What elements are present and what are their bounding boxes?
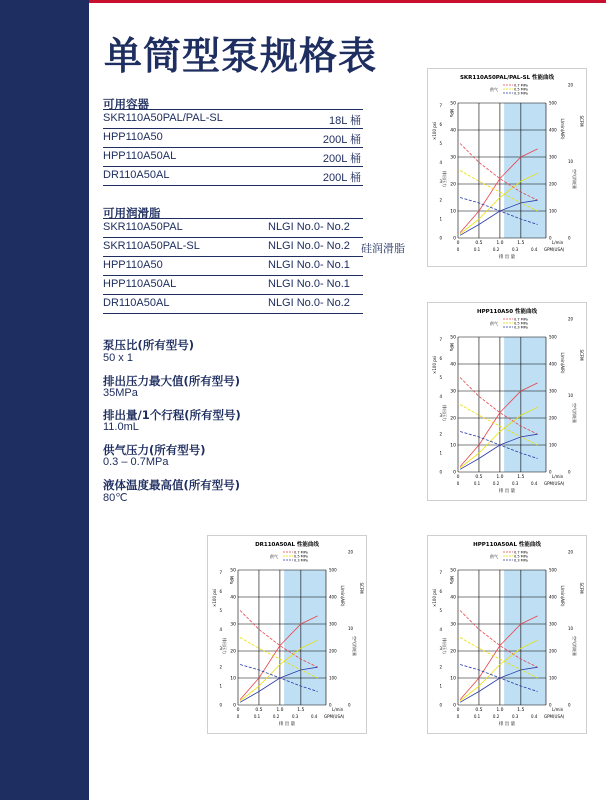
y-tick-label: 0 <box>233 703 236 709</box>
spec-label: 液体温度最高值(所有型号) <box>103 478 241 492</box>
gpm-unit-label: GPM(USA) <box>544 247 565 252</box>
y-tick-label: 40 <box>450 362 456 368</box>
scfm-unit-label: SCFM <box>579 582 584 594</box>
spec-value: 35MPa <box>103 387 138 399</box>
psi-tick-label: 5 <box>439 608 442 613</box>
gpm-unit-label: GPM(USA) <box>324 714 345 719</box>
y-tick-label: 40 <box>450 595 456 601</box>
x-unit-label: L/min <box>332 707 344 712</box>
chart-title: HPP110A50 性能曲线 <box>477 309 537 315</box>
legend-title: 供气 <box>490 87 498 92</box>
psi-tick-label: 4 <box>439 393 442 399</box>
gpm-tick-label: 0.3 <box>291 714 299 719</box>
air-tick-label: 0 <box>549 702 552 708</box>
mpa-unit-label: MPa <box>449 575 454 585</box>
lubricant-model: SKR110A50PAL <box>103 221 183 233</box>
y-axis-label: 排出压力 <box>222 638 227 654</box>
psi-tick-label: 7 <box>219 570 222 576</box>
gpm-tick-label: 0.1 <box>473 714 481 719</box>
x-tick-label: 1.0 <box>496 241 504 246</box>
x-tick-label: 1.5 <box>517 475 525 480</box>
lubricants-heading: 可用润滑脂 <box>103 206 161 220</box>
y-tick-label: 10 <box>450 443 456 449</box>
gpm-tick-label: 0.4 <box>530 247 538 252</box>
performance-chart <box>428 69 586 266</box>
scfm-tick-label: 0 <box>568 702 571 708</box>
x-unit-label: L/min <box>552 707 564 712</box>
y-tick-label: 20 <box>230 649 236 655</box>
x-tick-label: 1.0 <box>276 708 284 713</box>
legend-title: 供气 <box>490 554 498 559</box>
container-size: 18L 桶 <box>328 115 361 127</box>
x-tick-label: 0.5 <box>475 708 483 713</box>
psi-tick-label: 7 <box>439 570 442 576</box>
performance-chart-card <box>207 535 367 734</box>
psi-tick-label: 1 <box>439 216 442 222</box>
air-tick-label: 500 <box>329 567 337 573</box>
scfm-tick-label: 20 <box>348 549 354 555</box>
psi-tick-label: 0 <box>439 469 442 475</box>
x-unit-label: L/min <box>552 474 564 479</box>
performance-chart-card <box>427 535 587 734</box>
legend-label: 0.7 MPa <box>514 83 528 88</box>
psi-tick-label: 0 <box>439 235 442 241</box>
y-tick-label: 20 <box>450 416 456 422</box>
gpm-tick-label: 0.2 <box>492 481 500 486</box>
chart-shaded-band <box>504 570 546 705</box>
air-tick-label: 400 <box>549 127 557 133</box>
psi-tick-label: 1 <box>439 450 442 456</box>
x-axis-label: 排 出 量 <box>498 255 516 260</box>
scfm-tick-label: 10 <box>348 626 354 632</box>
air-tick-label: 500 <box>549 567 557 573</box>
psi-tick-label: 4 <box>219 626 222 632</box>
table-row <box>103 129 363 148</box>
air-tick-label: 200 <box>549 415 557 421</box>
chart-title: HPP110A50AL 性能曲线 <box>473 542 541 548</box>
x-axis-label: 排 出 量 <box>498 722 516 727</box>
y-tick-label: 0 <box>453 470 456 476</box>
chart-shaded-band <box>504 337 546 472</box>
x-tick-label: 0 <box>456 241 460 246</box>
chart-shaded-band <box>504 103 546 238</box>
air-unit-label: L/min(AIR) <box>340 585 345 607</box>
container-size: 200L 桶 <box>322 153 361 165</box>
gpm-tick-label: 0.1 <box>473 481 481 486</box>
psi-tick-label: 6 <box>439 589 442 595</box>
y-tick-label: 40 <box>230 595 236 601</box>
spec-value: 80℃ <box>103 492 128 504</box>
lubricant-model: SKR110A50PAL-SL <box>103 240 200 252</box>
x-tick-label: 1.5 <box>517 241 525 246</box>
y-tick-label: 30 <box>230 622 236 628</box>
spec-label: 排出压力最大值(所有型号) <box>103 374 241 388</box>
performance-chart <box>428 536 586 733</box>
table-row <box>103 219 363 238</box>
gpm-unit-label: GPM(USA) <box>544 714 565 719</box>
scfm-unit-label: SCFM <box>359 582 364 594</box>
lubricant-grade: NLGI No.0- No.2 <box>268 297 350 309</box>
lubricant-grade: NLGI No.0- No.1 <box>268 259 350 271</box>
y-tick-label: 50 <box>230 568 236 574</box>
y-tick-label: 0 <box>453 236 456 242</box>
mpa-unit-label: MPa <box>229 575 234 585</box>
psi-tick-label: 2 <box>439 664 442 670</box>
gpm-tick-label: 0.3 <box>511 714 519 719</box>
x-tick-label: 0 <box>236 708 240 713</box>
x-tick-label: 1.0 <box>496 475 504 480</box>
air-unit-label: L/min(AIR) <box>560 118 565 140</box>
x-tick-label: 1.0 <box>496 708 504 713</box>
containers-heading: 可用容器 <box>103 97 149 111</box>
legend-title: 供气 <box>270 554 278 559</box>
lubricant-model: HPP110A50AL <box>103 278 177 290</box>
lubricant-model: HPP110A50 <box>103 259 163 271</box>
container-size: 200L 桶 <box>322 172 361 184</box>
air-tick-label: 200 <box>549 648 557 654</box>
spec-value: 11.0mL <box>103 421 139 433</box>
y-tick-label: 50 <box>450 568 456 574</box>
gpm-tick-label: 0.1 <box>253 714 261 719</box>
x-unit-label: L/min <box>552 240 564 245</box>
psi-tick-label: 2 <box>439 197 442 203</box>
lubricant-note: 硅润滑脂 <box>361 243 405 255</box>
air-unit-label: L/min(AIR) <box>560 352 565 374</box>
air-tick-label: 200 <box>549 181 557 187</box>
air-tick-label: 300 <box>329 621 337 627</box>
psi-unit-label: ×100 psi <box>432 356 437 374</box>
air-tick-label: 500 <box>549 100 557 106</box>
mpa-unit-label: MPa <box>449 342 454 352</box>
psi-tick-label: 4 <box>439 626 442 632</box>
y-tick-label: 20 <box>450 649 456 655</box>
air-tick-label: 400 <box>549 594 557 600</box>
lubricants-table <box>103 218 405 314</box>
spec-label: 泵压比(所有型号) <box>103 338 195 352</box>
legend-label: 0.7 MPa <box>514 550 528 555</box>
spec-label: 供气压力(所有型号) <box>103 443 206 457</box>
psi-tick-label: 5 <box>439 375 442 380</box>
performance-chart-card <box>427 302 587 501</box>
legend-label: 0.7 MPa <box>514 317 528 322</box>
table-row <box>103 167 363 186</box>
x-tick-label: 0.5 <box>475 475 483 480</box>
y-axis-label: 排出压力 <box>442 171 447 187</box>
psi-tick-label: 5 <box>219 608 222 613</box>
page-title: 单筒型泵规格表 <box>104 34 378 78</box>
y2-axis-label: 空气消耗量 <box>572 636 577 656</box>
gpm-tick-label: 0.2 <box>272 714 280 719</box>
air-tick-label: 100 <box>549 442 557 448</box>
y-axis-label: 排出压力 <box>442 638 447 654</box>
air-tick-label: 300 <box>549 621 557 627</box>
legend-label: 0.3 MPa <box>514 558 528 563</box>
legend-label: 0.3 MPa <box>514 325 528 330</box>
performance-chart <box>428 303 586 500</box>
air-tick-label: 400 <box>549 361 557 367</box>
psi-unit-label: ×100 psi <box>432 122 437 140</box>
legend-label: 0.5 MPa <box>514 554 528 559</box>
x-tick-label: 0 <box>456 475 460 480</box>
psi-tick-label: 3 <box>219 645 222 651</box>
air-tick-label: 400 <box>329 594 337 600</box>
lubricant-grade: NLGI No.0- No.2 <box>268 221 350 233</box>
legend-title: 供气 <box>490 321 498 326</box>
y2-axis-label: 空气消耗量 <box>572 169 577 189</box>
legend-label: 0.5 MPa <box>514 87 528 92</box>
air-tick-label: 100 <box>549 675 557 681</box>
gpm-tick-label: 0.1 <box>473 247 481 252</box>
air-tick-label: 0 <box>329 702 332 708</box>
lubricant-model: DR110A50AL <box>103 297 170 309</box>
gpm-tick-label: 0.2 <box>492 247 500 252</box>
y-tick-label: 50 <box>450 335 456 341</box>
x-tick-label: 0 <box>456 708 460 713</box>
lubricant-grade: NLGI No.0- No.2 <box>268 240 350 252</box>
spec-value: 50 x 1 <box>103 352 133 364</box>
y-tick-label: 10 <box>450 676 456 682</box>
spec-label: 排出量/1个行程(所有型号) <box>103 408 241 422</box>
psi-unit-label: ×100 psi <box>212 589 217 607</box>
gpm-tick-label: 0.4 <box>530 714 538 719</box>
y-tick-label: 10 <box>450 209 456 215</box>
container-size: 200L 桶 <box>322 134 361 146</box>
gpm-tick-label: 0.3 <box>511 247 519 252</box>
psi-tick-label: 2 <box>439 431 442 437</box>
scfm-tick-label: 10 <box>568 626 574 632</box>
top-accent-line <box>0 0 606 3</box>
psi-tick-label: 6 <box>439 356 442 362</box>
table-row <box>103 276 363 295</box>
psi-tick-label: 5 <box>439 141 442 146</box>
psi-tick-label: 7 <box>439 337 442 343</box>
y-axis-label: 排出压力 <box>442 405 447 421</box>
scfm-tick-label: 20 <box>568 316 574 322</box>
air-tick-label: 100 <box>329 675 337 681</box>
air-tick-label: 300 <box>549 388 557 394</box>
container-model: SKR110A50PAL/PAL-SL <box>103 112 223 124</box>
psi-tick-label: 1 <box>219 683 222 689</box>
performance-chart <box>208 536 366 733</box>
legend-label: 0.3 MPa <box>294 558 308 563</box>
psi-tick-label: 6 <box>219 589 222 595</box>
chart-title: SKR110A50PAL/PAL-SL 性能曲线 <box>459 75 555 81</box>
psi-tick-label: 0 <box>219 702 222 708</box>
scfm-tick-label: 10 <box>568 159 574 165</box>
container-model: HPP110A50AL <box>103 150 177 162</box>
legend-label: 0.5 MPa <box>294 554 308 559</box>
scfm-unit-label: SCFM <box>579 115 584 127</box>
air-tick-label: 0 <box>549 469 552 475</box>
air-tick-label: 0 <box>549 235 552 241</box>
table-row <box>103 295 363 314</box>
x-tick-label: 1.5 <box>517 708 525 713</box>
scfm-tick-label: 20 <box>568 549 574 555</box>
table-row <box>103 238 405 257</box>
legend-label: 0.5 MPa <box>514 321 528 326</box>
gpm-unit-label: GPM(USA) <box>544 481 565 486</box>
air-tick-label: 100 <box>549 208 557 214</box>
y-tick-label: 30 <box>450 622 456 628</box>
y-tick-label: 0 <box>453 703 456 709</box>
y-tick-label: 30 <box>450 389 456 395</box>
air-tick-label: 300 <box>549 154 557 160</box>
y-tick-label: 30 <box>450 155 456 161</box>
table-row <box>103 148 363 167</box>
y2-axis-label: 空气消耗量 <box>572 403 577 423</box>
scfm-tick-label: 0 <box>348 702 351 708</box>
gpm-tick-label: 0 <box>236 714 240 719</box>
legend-label: 0.7 MPa <box>294 550 308 555</box>
scfm-tick-label: 20 <box>568 82 574 88</box>
spec-value: 0.3 – 0.7MPa <box>103 456 169 468</box>
performance-chart-card <box>427 68 587 267</box>
y-tick-label: 20 <box>450 182 456 188</box>
gpm-tick-label: 0.2 <box>492 714 500 719</box>
air-tick-label: 500 <box>549 334 557 340</box>
chart-shaded-band <box>284 570 326 705</box>
scfm-unit-label: SCFM <box>579 349 584 361</box>
scfm-tick-label: 10 <box>568 393 574 399</box>
psi-tick-label: 2 <box>219 664 222 670</box>
mpa-unit-label: MPa <box>449 108 454 118</box>
lubricant-grade: NLGI No.0- No.1 <box>268 278 350 290</box>
legend-label: 0.3 MPa <box>514 91 528 96</box>
psi-tick-label: 3 <box>439 412 442 418</box>
table-row <box>103 257 363 276</box>
psi-tick-label: 0 <box>439 702 442 708</box>
psi-tick-label: 3 <box>439 178 442 184</box>
air-unit-label: L/min(AIR) <box>560 585 565 607</box>
x-axis-label: 排 出 量 <box>278 722 296 727</box>
psi-tick-label: 1 <box>439 683 442 689</box>
table-row <box>103 110 363 129</box>
container-model: DR110A50AL <box>103 169 170 181</box>
gpm-tick-label: 0 <box>456 714 460 719</box>
gpm-tick-label: 0.3 <box>511 481 519 486</box>
y-tick-label: 50 <box>450 101 456 107</box>
y-tick-label: 10 <box>230 676 236 682</box>
scfm-tick-label: 0 <box>568 235 571 241</box>
psi-unit-label: ×100 psi <box>432 589 437 607</box>
container-model: HPP110A50 <box>103 131 163 143</box>
x-tick-label: 1.5 <box>297 708 305 713</box>
chart-title: DR110A50AL 性能曲线 <box>255 542 319 548</box>
y2-axis-label: 空气消耗量 <box>352 636 357 656</box>
gpm-tick-label: 0.4 <box>310 714 318 719</box>
gpm-tick-label: 0 <box>456 481 460 486</box>
psi-tick-label: 3 <box>439 645 442 651</box>
side-band <box>0 0 89 800</box>
containers-table <box>103 109 363 186</box>
scfm-tick-label: 0 <box>568 469 571 475</box>
x-axis-label: 排 出 量 <box>498 489 516 494</box>
gpm-tick-label: 0 <box>456 247 460 252</box>
x-tick-label: 0.5 <box>475 241 483 246</box>
air-tick-label: 200 <box>329 648 337 654</box>
y-tick-label: 40 <box>450 128 456 134</box>
psi-tick-label: 6 <box>439 122 442 128</box>
gpm-tick-label: 0.4 <box>530 481 538 486</box>
x-tick-label: 0.5 <box>255 708 263 713</box>
psi-tick-label: 7 <box>439 103 442 109</box>
psi-tick-label: 4 <box>439 159 442 165</box>
